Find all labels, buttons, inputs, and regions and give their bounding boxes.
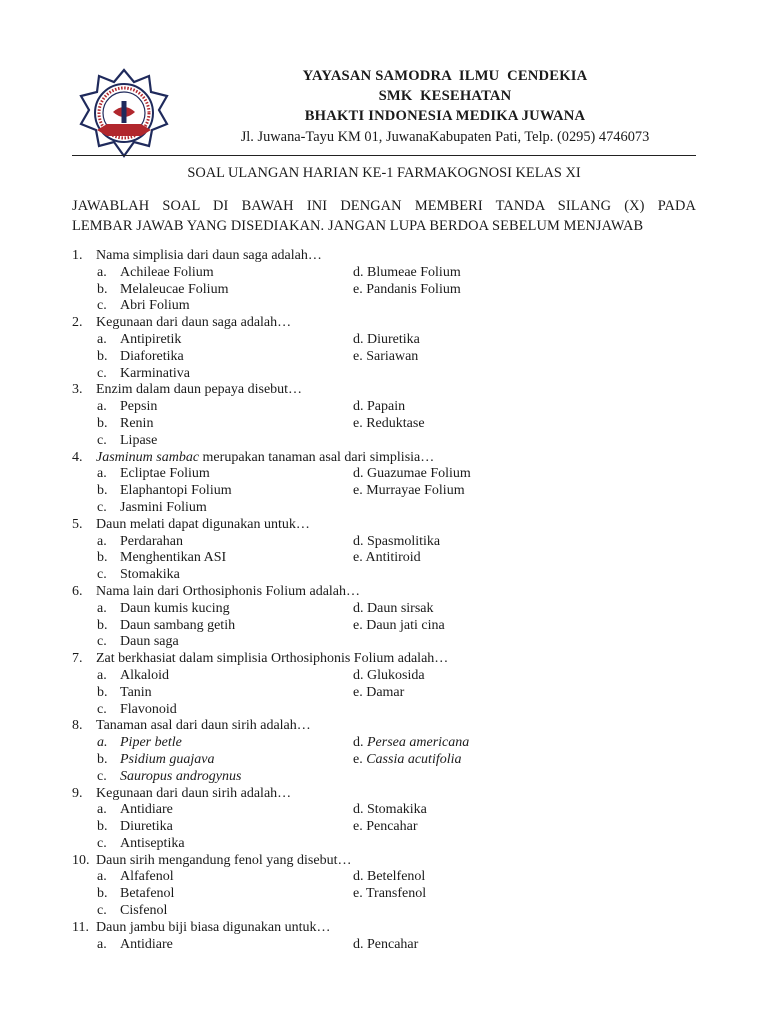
option-letter: a. xyxy=(97,936,107,952)
option-text: Guazumae Folium xyxy=(367,466,471,482)
option-letter: c. xyxy=(97,298,107,314)
answer-option-right: e. Damar xyxy=(353,684,405,700)
option-letter: c. xyxy=(97,701,107,717)
option-text: Glukosida xyxy=(367,667,425,683)
answer-option-row xyxy=(72,937,696,954)
option-letter: a. xyxy=(97,802,107,818)
option-text: Renin xyxy=(120,415,154,431)
option-text: Papain xyxy=(367,399,406,415)
option-letter: b. xyxy=(97,886,108,902)
option-text: Persea americana xyxy=(367,735,470,751)
option-text: Alfafenol xyxy=(120,869,174,885)
question-stem-row xyxy=(72,248,696,265)
answer-option-row xyxy=(72,433,696,450)
answer-option-row xyxy=(72,567,696,584)
question-number: 2. xyxy=(72,315,83,331)
question-stem-row xyxy=(72,920,696,937)
answer-option-row xyxy=(72,903,696,920)
option-letter: b. xyxy=(97,348,108,364)
question-stem-row xyxy=(72,651,696,668)
option-text: Sariawan xyxy=(366,348,419,364)
option-text: Cisfenol xyxy=(120,903,168,919)
answer-option-row xyxy=(72,802,696,819)
answer-option-row xyxy=(72,332,696,349)
answer-option-right: d. Diuretika xyxy=(353,331,420,347)
question-stem: Daun jambu biji biasa digunakan untuk… xyxy=(96,919,331,935)
answer-option-right: d. Pencahar xyxy=(353,936,419,952)
option-letter: a. xyxy=(97,600,107,616)
answer-option-row xyxy=(72,399,696,416)
question-stem-row xyxy=(72,718,696,735)
option-letter: b. xyxy=(97,550,108,566)
exam-instructions xyxy=(72,196,696,236)
answer-option-row xyxy=(72,282,696,299)
answer-option-right: d. Stomakika xyxy=(353,802,427,818)
option-text: Damar xyxy=(366,684,405,700)
option-text: Antiseptika xyxy=(120,835,185,851)
option-letter: c. xyxy=(97,567,107,583)
option-text: Melaleucae Folium xyxy=(120,281,229,297)
option-text: Daun jati cina xyxy=(366,617,445,633)
answer-option-right: e. Sariawan xyxy=(353,348,419,364)
exam-title: SOAL ULANGAN HARIAN KE-1 FARMAKOGNOSI KELAS XI xyxy=(187,165,581,181)
option-letter: c. xyxy=(97,365,107,381)
option-text: Karminativa xyxy=(120,365,190,381)
answer-option-right: d. Spasmolitika xyxy=(353,533,441,549)
option-text: Perdarahan xyxy=(120,533,183,549)
answer-option-row xyxy=(72,752,696,769)
option-text: Tanin xyxy=(120,684,152,700)
school-name: BHAKTI INDONESIA MEDIKA JUWANA xyxy=(304,108,586,124)
question-stem: Enzim dalam daun pepaya disebut… xyxy=(96,382,303,398)
answer-option-right: d. Daun sirsak xyxy=(353,600,434,616)
option-text: Ecliptae Folium xyxy=(120,466,210,482)
option-letter: a. xyxy=(97,466,107,482)
option-text: Transfenol xyxy=(365,886,427,902)
question-stem-row xyxy=(72,786,696,803)
question-number: 5. xyxy=(72,516,83,532)
option-letter: c. xyxy=(97,499,107,515)
option-text: Pandanis Folium xyxy=(366,281,461,297)
option-text: Menghentikan ASI xyxy=(120,550,227,566)
option-text: Daun sambang getih xyxy=(120,617,236,633)
option-text: Betafenol xyxy=(120,886,175,902)
question-stem: Nama lain dari Orthosiphonis Folium adalah… xyxy=(96,583,361,599)
answer-option-row xyxy=(72,298,696,315)
answer-option-right: d. Betelfenol xyxy=(353,869,426,885)
option-letter: a. xyxy=(97,264,107,280)
option-text: Flavonoid xyxy=(120,701,177,717)
instruction-line: JAWABLAH SOAL DI BAWAH INI DENGAN MEMBERI TANDA SILANG (X) PADA xyxy=(72,198,696,214)
answer-option-row xyxy=(72,534,696,551)
answer-option-row xyxy=(72,265,696,282)
question-stem: Nama simplisia dari daun saga adalah… xyxy=(96,248,322,263)
question-stem: Daun melati dapat digunakan untuk… xyxy=(96,516,310,532)
question-number: 3. xyxy=(72,382,83,398)
answer-option-row xyxy=(72,618,696,635)
answer-option-right: d. Guazumae Folium xyxy=(353,466,471,482)
question-number: 8. xyxy=(72,718,83,734)
option-text: Diuretika xyxy=(120,819,173,835)
answer-option-row xyxy=(72,550,696,567)
option-text: Sauropus androgynus xyxy=(120,768,242,784)
option-text: Spasmolitika xyxy=(367,533,441,549)
option-text: Achileae Folium xyxy=(120,264,214,280)
answer-option-right: e. Pandanis Folium xyxy=(353,281,461,297)
answer-option-row xyxy=(72,634,696,651)
answer-option-right: e. Pencahar xyxy=(353,819,418,835)
answer-option-row xyxy=(72,769,696,786)
question-stem: Jasminum sambac merupakan tanaman asal dari simplisia… xyxy=(96,449,435,465)
option-letter: a. xyxy=(97,331,107,347)
answer-option-row xyxy=(72,869,696,886)
question-number: 10. xyxy=(72,852,90,868)
option-letter: b. xyxy=(97,617,108,633)
question-number: 7. xyxy=(72,651,83,667)
school-address: Jl. Juwana-Tayu KM 01, JuwanaKabupaten Pati, Telp. (0295) 4746073 xyxy=(240,129,650,145)
answer-option-row xyxy=(72,366,696,383)
school-letterhead xyxy=(180,66,710,147)
option-text: Betelfenol xyxy=(367,869,426,885)
answer-option-right: e. Murrayae Folium xyxy=(353,483,465,499)
question-stem-row xyxy=(72,315,696,332)
option-letter: b. xyxy=(97,684,108,700)
option-text: Daun kumis kucing xyxy=(120,600,230,616)
question-number: 9. xyxy=(72,785,83,801)
option-text: Jasmini Folium xyxy=(120,499,207,515)
option-text: Cassia acutifolia xyxy=(366,751,462,767)
question-stem-row xyxy=(72,450,696,467)
option-text: Alkaloid xyxy=(120,667,169,683)
answer-option-row xyxy=(72,500,696,517)
option-text: Stomakika xyxy=(367,802,427,818)
answer-option-row xyxy=(72,466,696,483)
option-text: Blumeae Folium xyxy=(367,264,461,280)
option-text: Pencahar xyxy=(366,819,418,835)
answer-option-row xyxy=(72,483,696,500)
answer-option-row xyxy=(72,836,696,853)
option-text: Lipase xyxy=(120,432,158,448)
question-stem-row xyxy=(72,382,696,399)
option-text: Daun saga xyxy=(120,634,179,650)
answer-option-row xyxy=(72,601,696,618)
answer-option-right: e. Daun jati cina xyxy=(353,617,445,633)
option-text: Murrayae Folium xyxy=(366,483,465,499)
question-stem-row xyxy=(72,853,696,870)
option-text: Antidiare xyxy=(120,936,173,952)
answer-option-row xyxy=(72,702,696,719)
option-letter: c. xyxy=(97,432,107,448)
answer-option-right: e. Cassia acutifolia xyxy=(353,751,462,767)
option-text: Reduktase xyxy=(366,415,425,431)
question-stem: Kegunaan dari daun saga adalah… xyxy=(96,315,292,331)
option-text: Stomakika xyxy=(120,567,180,583)
option-letter: c. xyxy=(97,634,107,650)
answer-option-row xyxy=(72,819,696,836)
option-letter: b. xyxy=(97,483,108,499)
answer-option-row xyxy=(72,735,696,752)
answer-option-right: e. Reduktase xyxy=(353,415,425,431)
answer-option-row xyxy=(72,668,696,685)
answer-option-right: d. Glukosida xyxy=(353,667,425,683)
option-text: Pencahar xyxy=(367,936,419,952)
question-stem: Kegunaan dari daun sirih adalah… xyxy=(96,785,292,801)
option-letter: b. xyxy=(97,281,108,297)
answer-option-right: e. Antitiroid xyxy=(353,550,421,566)
option-text: Elaphantopi Folium xyxy=(120,483,232,499)
question-number: 1. xyxy=(72,248,83,263)
option-text: Psidium guajava xyxy=(120,751,215,767)
answer-option-row xyxy=(72,685,696,702)
option-text: Antipiretik xyxy=(120,331,182,347)
option-letter: c. xyxy=(97,903,107,919)
option-letter: b. xyxy=(97,751,108,767)
question-stem-row xyxy=(72,517,696,534)
instruction-line: LEMBAR JAWAB YANG DISEDIAKAN. JANGAN LUPA BERDOA SEBELUM MENJAWAB xyxy=(72,218,644,234)
option-text: Abri Folium xyxy=(120,298,190,314)
option-text: Antidiare xyxy=(120,802,173,818)
question-number: 4. xyxy=(72,449,83,465)
option-text: Piper betle xyxy=(120,735,182,751)
option-letter: c. xyxy=(97,768,107,784)
option-letter: b. xyxy=(97,415,108,431)
option-letter: c. xyxy=(97,835,107,851)
answer-option-row xyxy=(72,349,696,366)
question-stem-row xyxy=(72,584,696,601)
question-number: 11. xyxy=(72,919,89,935)
school-crest-icon xyxy=(77,68,171,160)
header-divider xyxy=(72,155,696,156)
option-text: Pepsin xyxy=(120,399,158,415)
option-letter: a. xyxy=(97,667,107,683)
answer-option-right: d. Papain xyxy=(353,399,406,415)
option-text: Diaforetika xyxy=(120,348,184,364)
answer-option-row xyxy=(72,416,696,433)
option-text: Diuretika xyxy=(367,331,420,347)
option-letter: a. xyxy=(97,869,107,885)
question-stem: Zat berkhasiat dalam simplisia Orthosiphonis Folium adalah… xyxy=(96,651,449,667)
question-number: 6. xyxy=(72,583,83,599)
foundation-name: YAYASAN SAMODRA ILMU CENDEKIA xyxy=(302,68,588,84)
species-name: Jasminum sambac xyxy=(96,449,200,465)
option-text: Antitiroid xyxy=(365,550,421,566)
answer-option-row xyxy=(72,886,696,903)
option-letter: b. xyxy=(97,819,108,835)
answer-option-right: d. Persea americana xyxy=(353,735,470,751)
answer-option-right: d. Blumeae Folium xyxy=(353,264,461,280)
school-type: SMK KESEHATAN xyxy=(378,88,512,104)
option-letter: a. xyxy=(97,399,107,415)
question-list xyxy=(72,248,696,953)
answer-option-right: e. Transfenol xyxy=(353,886,427,902)
question-stem: Tanaman asal dari daun sirih adalah… xyxy=(96,718,311,734)
option-letter: a. xyxy=(97,533,107,549)
option-letter: a. xyxy=(97,735,108,751)
option-text: Daun sirsak xyxy=(367,600,434,616)
question-stem: Daun sirih mengandung fenol yang disebut… xyxy=(96,852,352,868)
